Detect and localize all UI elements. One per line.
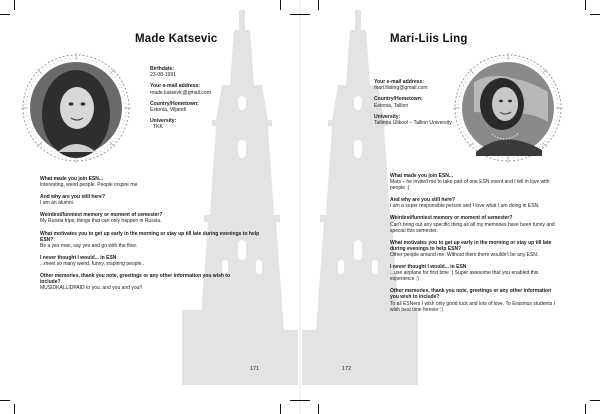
qa-question: Other memories, thank you note, greetings or any other information you wish to include? bbox=[390, 288, 552, 301]
country-label: Country/Hometown: bbox=[374, 96, 423, 103]
qa-item bbox=[40, 212, 280, 224]
page-gutter bbox=[299, 0, 301, 414]
qa-question: And why are you still here? bbox=[390, 197, 456, 204]
crop-mark bbox=[0, 14, 10, 15]
qa-question: What motivates you to get up early in the morning or stay up till late during evenings to help ESN? bbox=[390, 239, 552, 252]
crop-mark bbox=[300, 400, 310, 401]
qa-answer: I am an alumni. bbox=[40, 200, 75, 207]
country-block bbox=[150, 101, 270, 113]
crop-mark bbox=[585, 0, 586, 10]
crop-mark bbox=[0, 400, 10, 401]
university-label: University: bbox=[374, 113, 401, 120]
email-value: made.katsevic@gmail.com bbox=[150, 89, 211, 96]
country-label: Country/Hometown: bbox=[150, 100, 199, 107]
qa-item bbox=[390, 264, 560, 282]
crop-mark bbox=[590, 14, 600, 15]
university-value: TKK bbox=[153, 124, 163, 131]
qa-item bbox=[40, 231, 280, 249]
qa-question: What made you join ESN... bbox=[40, 176, 104, 182]
crop-mark bbox=[290, 14, 300, 15]
qa-answer: ...meet so many weird, funny, inspiring people.. bbox=[40, 260, 145, 267]
qa-section bbox=[40, 176, 280, 297]
qa-answer: Be a yes man, say yes and go with the flow. bbox=[40, 242, 137, 249]
qa-question: Other memories, thank you note, greetings or any other information you wish to include? bbox=[40, 273, 231, 286]
university-value: Tallinna Ülikool – Tallinn University bbox=[374, 120, 452, 127]
profile-photo-left bbox=[20, 52, 132, 164]
crop-mark bbox=[585, 404, 586, 414]
qa-answer: MUSIDKALLIDPAID to you, and you and you!! bbox=[40, 285, 143, 292]
crop-mark bbox=[318, 0, 319, 10]
crop-mark bbox=[590, 400, 600, 401]
qa-item bbox=[40, 194, 280, 206]
country-block bbox=[374, 96, 454, 108]
birthdate-value: 23-08-1991 bbox=[150, 72, 177, 79]
qa-item bbox=[390, 240, 560, 258]
qa-item bbox=[40, 255, 280, 267]
qa-question: Weirdest/funniest memory or moment of semester? bbox=[390, 215, 513, 222]
qa-question: What motivates you to get up early in the morning or stay up till late during evenings to help ESN? bbox=[40, 230, 260, 243]
email-label: Your e-mail address: bbox=[150, 83, 201, 90]
qa-answer: To all ESNers I wish only good luck and lots of love. To Erasmus students I wish best time forever :) bbox=[390, 300, 555, 313]
birthdate-block bbox=[150, 66, 270, 78]
country-value: Estonia, Viljandi bbox=[150, 107, 187, 114]
email-value: mari.liisling@gmail.com bbox=[374, 85, 428, 92]
qa-question: And why are you still here? bbox=[40, 194, 106, 201]
university-label: University: bbox=[150, 118, 177, 125]
qa-question: Weirdest/funniest memory or moment of semester? bbox=[40, 212, 163, 219]
qa-question: What made you join ESN... bbox=[390, 173, 454, 179]
member-name: Made Katsevic bbox=[135, 33, 218, 45]
crop-mark bbox=[14, 0, 15, 10]
qa-section bbox=[390, 173, 560, 319]
page-number: 171 bbox=[250, 366, 260, 372]
university-block bbox=[150, 118, 270, 130]
country-value: Estonia, Tallinn bbox=[374, 102, 409, 109]
qa-item bbox=[390, 288, 560, 312]
qa-item bbox=[390, 197, 560, 209]
crop-mark bbox=[318, 404, 319, 414]
qa-answer: ...use airplane for first time :) Super awesome that you enabled this experience :) bbox=[390, 270, 539, 283]
qa-item bbox=[390, 173, 560, 191]
email-block bbox=[150, 83, 270, 95]
qa-answer: Can't bring out any specific thing as all my memories have been funny and special this semester. bbox=[390, 221, 555, 234]
qa-answer: My Russia trips; things that can only happen in Russia. bbox=[40, 218, 162, 225]
crop-mark bbox=[14, 404, 15, 414]
qa-answer: Interesting, weird people. People inspire me. bbox=[40, 182, 139, 189]
qa-question: I never thought I would... in ESN bbox=[390, 264, 467, 271]
qa-answer: Mats – he invited me to take part of one ESN event and I fell in love with people :) bbox=[390, 179, 550, 192]
qa-question: I never thought I would... in ESN bbox=[40, 254, 117, 261]
qa-item bbox=[390, 215, 560, 233]
university-block bbox=[374, 114, 454, 126]
qa-item bbox=[40, 176, 280, 188]
qa-item bbox=[40, 273, 280, 291]
member-info bbox=[374, 79, 454, 131]
member-name: Mari-Liis Ling bbox=[390, 33, 468, 45]
qa-answer: Other people around me. Without them there wouldn't be any ESN. bbox=[390, 251, 539, 258]
email-label: Your e-mail address: bbox=[374, 79, 425, 85]
crop-mark bbox=[300, 14, 310, 15]
birthdate-label: Birthdate: bbox=[150, 66, 175, 72]
crop-mark bbox=[280, 0, 281, 10]
page-number: 172 bbox=[342, 366, 352, 372]
crop-mark bbox=[280, 404, 281, 414]
member-info bbox=[150, 66, 270, 136]
crop-mark bbox=[290, 400, 300, 401]
qa-answer: I am a super responsible person and I love what I am doing in ESN. bbox=[390, 203, 540, 210]
email-block bbox=[374, 79, 454, 91]
profile-photo-right bbox=[452, 52, 564, 164]
